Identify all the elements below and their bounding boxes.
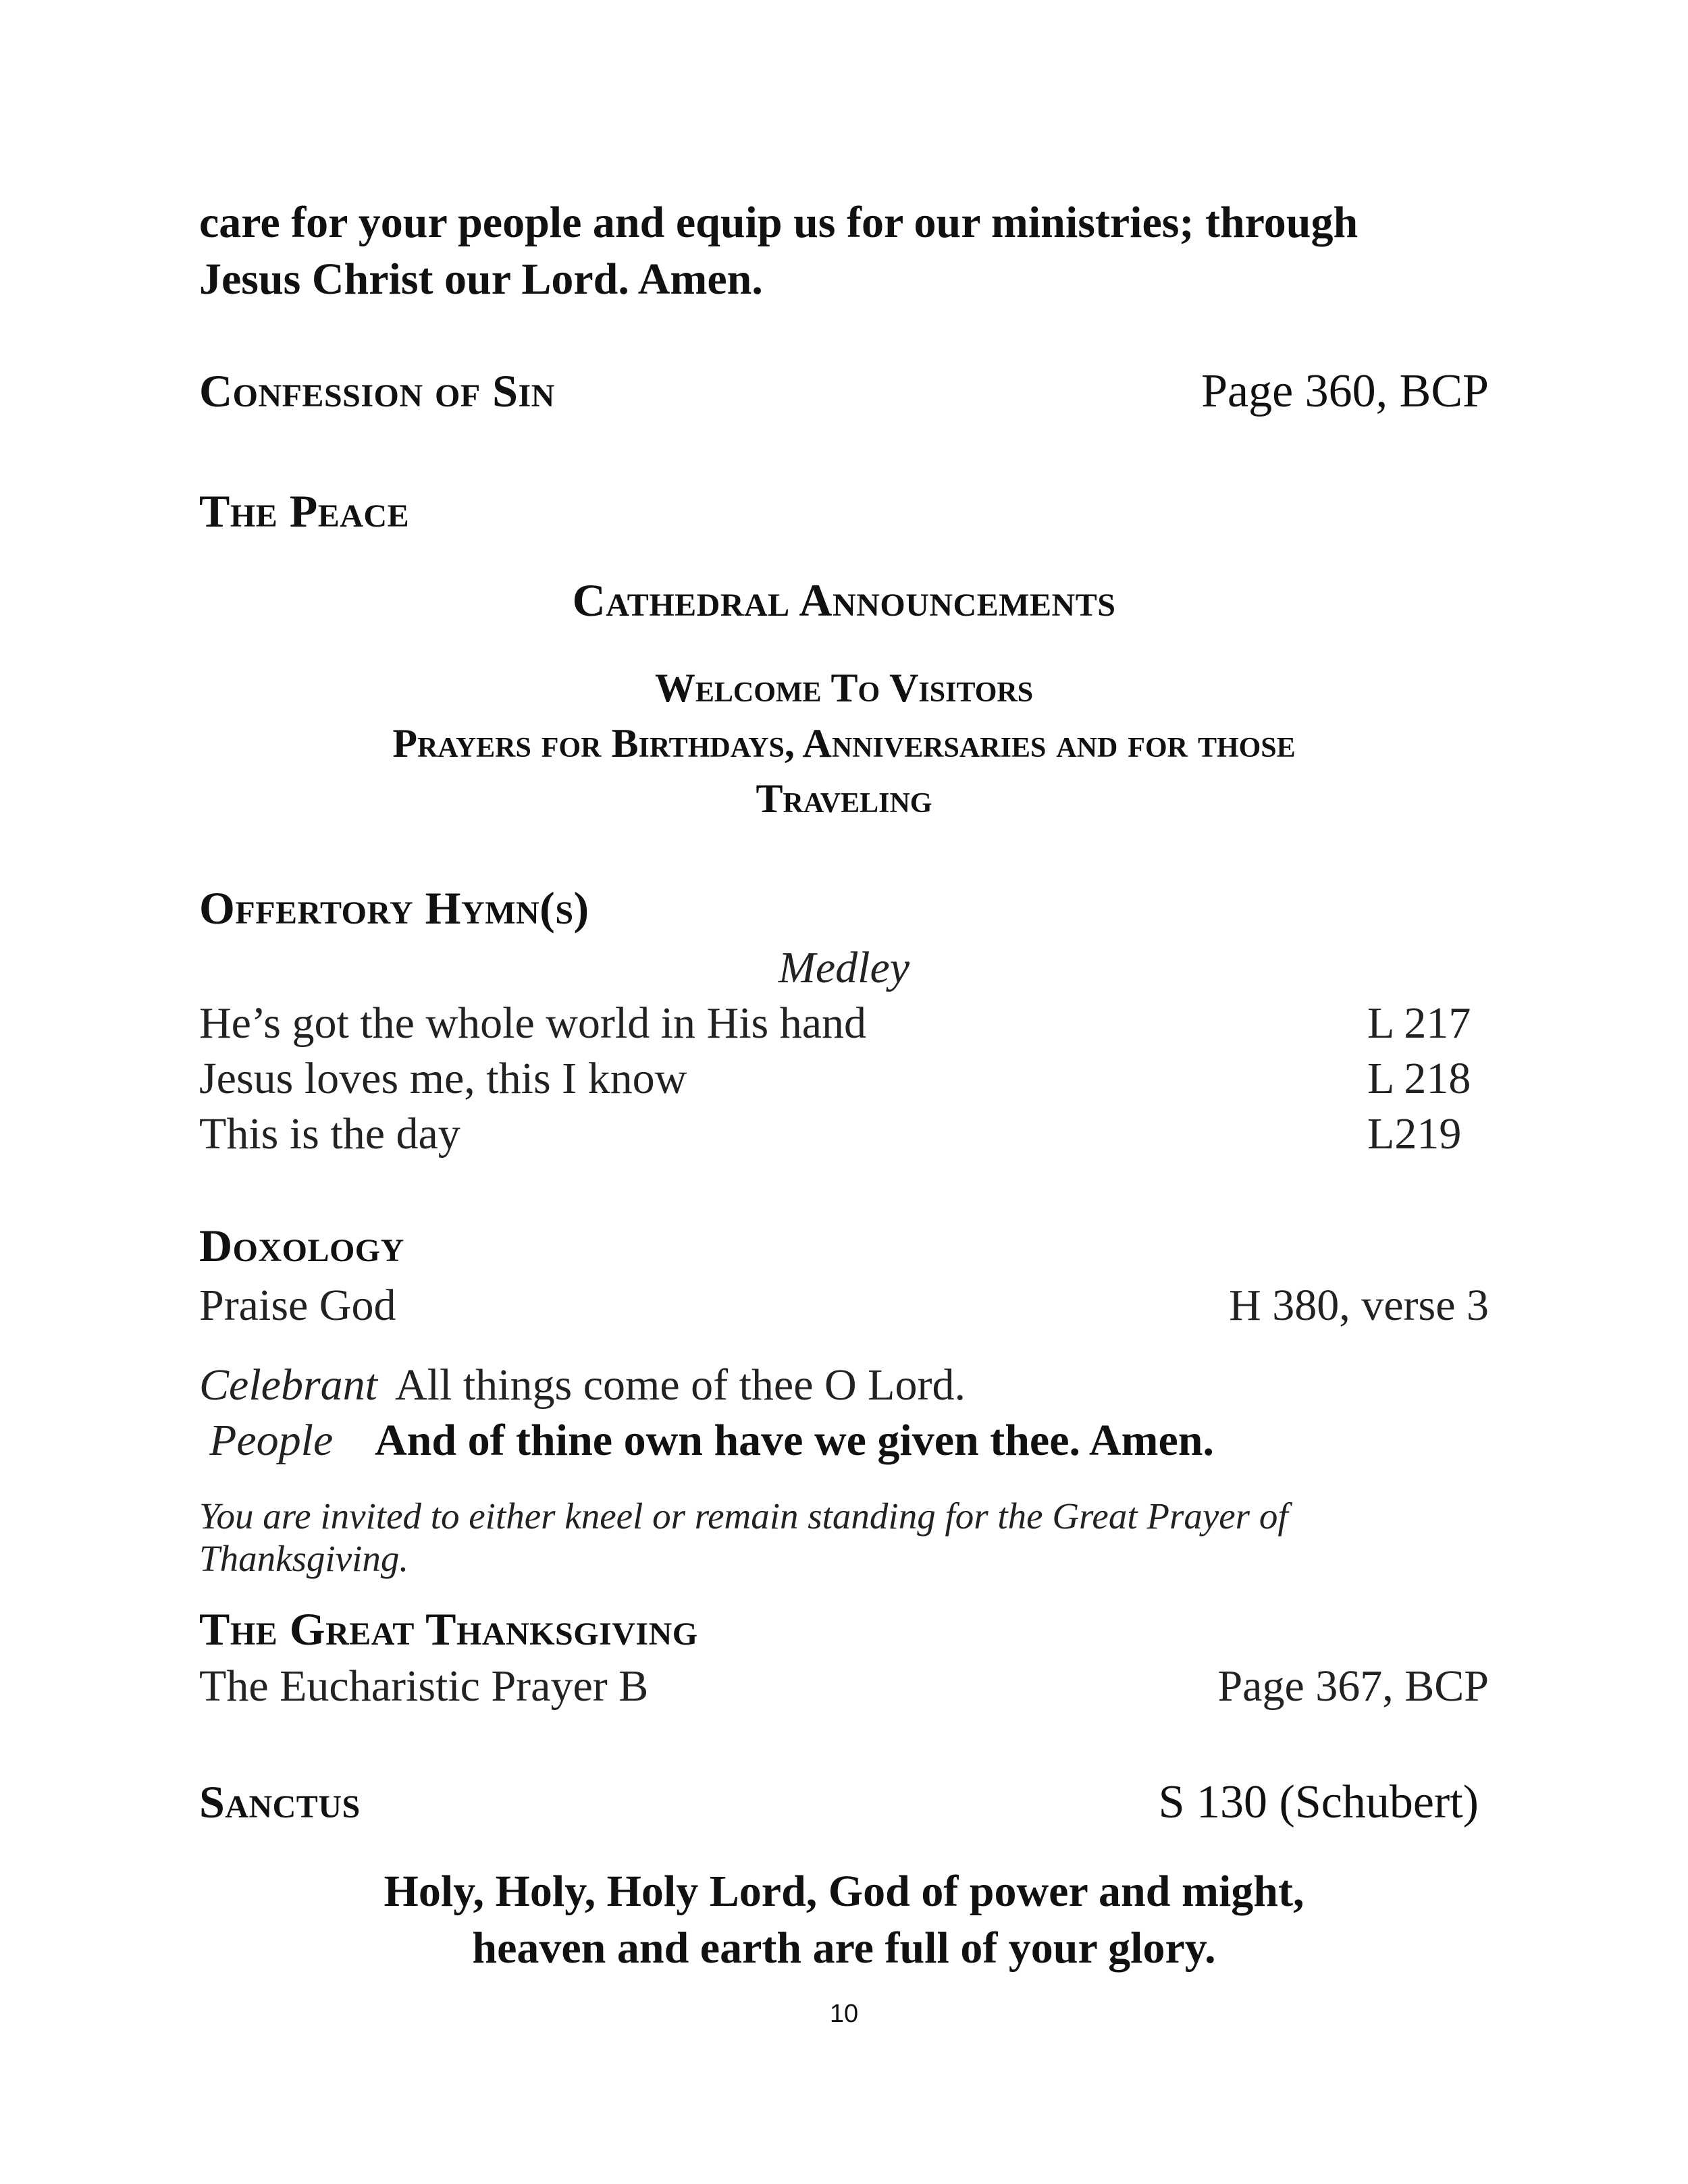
announcements-row: [0, 574, 1688, 627]
doxology-heading: Doxology: [199, 1220, 404, 1271]
page-number: 10: [829, 2000, 859, 2028]
thanksgiving-heading: The Great Thanksgiving: [199, 1603, 698, 1655]
people-text: And of thine own have we given thee. Amen.: [375, 1416, 1215, 1465]
announcements-heading: Cathedral Announcements: [572, 575, 1116, 626]
welcome-line: Welcome To Visitors: [654, 666, 1034, 710]
medley-label: Medley: [778, 943, 910, 992]
people-line: [199, 1415, 1489, 1466]
sanctus-line-1: Holy, Holy, Holy Lord, God of power and might,: [384, 1867, 1304, 1916]
welcome-block: [0, 660, 1688, 826]
prayer-line-1: care for your people and equip us for our ministries; through: [199, 198, 1359, 247]
thanksgiving-name: The Eucharistic Prayer B: [199, 1661, 649, 1711]
people-label: People: [209, 1416, 334, 1465]
prayers-line: Prayers for Birthdays, Anniversaries and for those: [392, 721, 1296, 766]
hymn-name: He’s got the whole world in His hand: [199, 998, 867, 1048]
confession-ref: Page 360, BCP: [1201, 365, 1489, 417]
doxology-name: Praise God: [199, 1281, 396, 1330]
doxology-row: [199, 1219, 1489, 1273]
sanctus-ref: S 130 (Schubert): [1158, 1776, 1479, 1828]
peace-heading: The Peace: [199, 485, 410, 537]
celebrant-line: [199, 1360, 1489, 1411]
hymn-row: [199, 1053, 1489, 1109]
celebrant-label: Celebrant: [199, 1360, 377, 1410]
thanksgiving-ref: Page 367, BCP: [1217, 1661, 1489, 1711]
offertory-row: [199, 882, 1489, 935]
sanctus-line-2: heaven and earth are full of your glory.: [472, 1923, 1216, 1973]
sanctus-text: [0, 1863, 1688, 1977]
hymn-list: [199, 998, 1489, 1164]
doxology-ref: H 380, verse 3: [1229, 1281, 1489, 1330]
hymn-ref: L219: [1367, 1109, 1462, 1158]
hymn-row: [199, 1109, 1489, 1164]
kneel-note: You are invited to either kneel or remain standing for the Great Prayer of Thanksgiving.: [199, 1495, 1288, 1579]
hymn-ref: L 218: [1367, 1054, 1471, 1103]
confession-row: [199, 365, 1489, 419]
hymn-row: [199, 998, 1489, 1053]
closing-prayer-text: [199, 194, 1489, 308]
doxology-detail-row: [199, 1280, 1489, 1331]
sanctus-heading: Sanctus: [199, 1776, 361, 1828]
hymn-name: Jesus loves me, this I know: [199, 1054, 687, 1103]
thanksgiving-row: [199, 1603, 1489, 1656]
sanctus-row: [199, 1776, 1489, 1830]
thanksgiving-detail-row: [199, 1661, 1489, 1712]
hymn-name: This is the day: [199, 1109, 460, 1158]
traveling-line: Traveling: [756, 776, 932, 821]
prayer-line-2: Jesus Christ our Lord. Amen.: [199, 255, 763, 304]
medley-row: [0, 942, 1688, 994]
offertory-heading: Offertory Hymn(s): [199, 882, 589, 934]
celebrant-text: All things come of thee O Lord.: [395, 1360, 966, 1410]
peace-row: [199, 485, 1489, 538]
hymn-ref: L 217: [1367, 998, 1471, 1048]
confession-heading: Confession of Sin: [199, 365, 555, 417]
